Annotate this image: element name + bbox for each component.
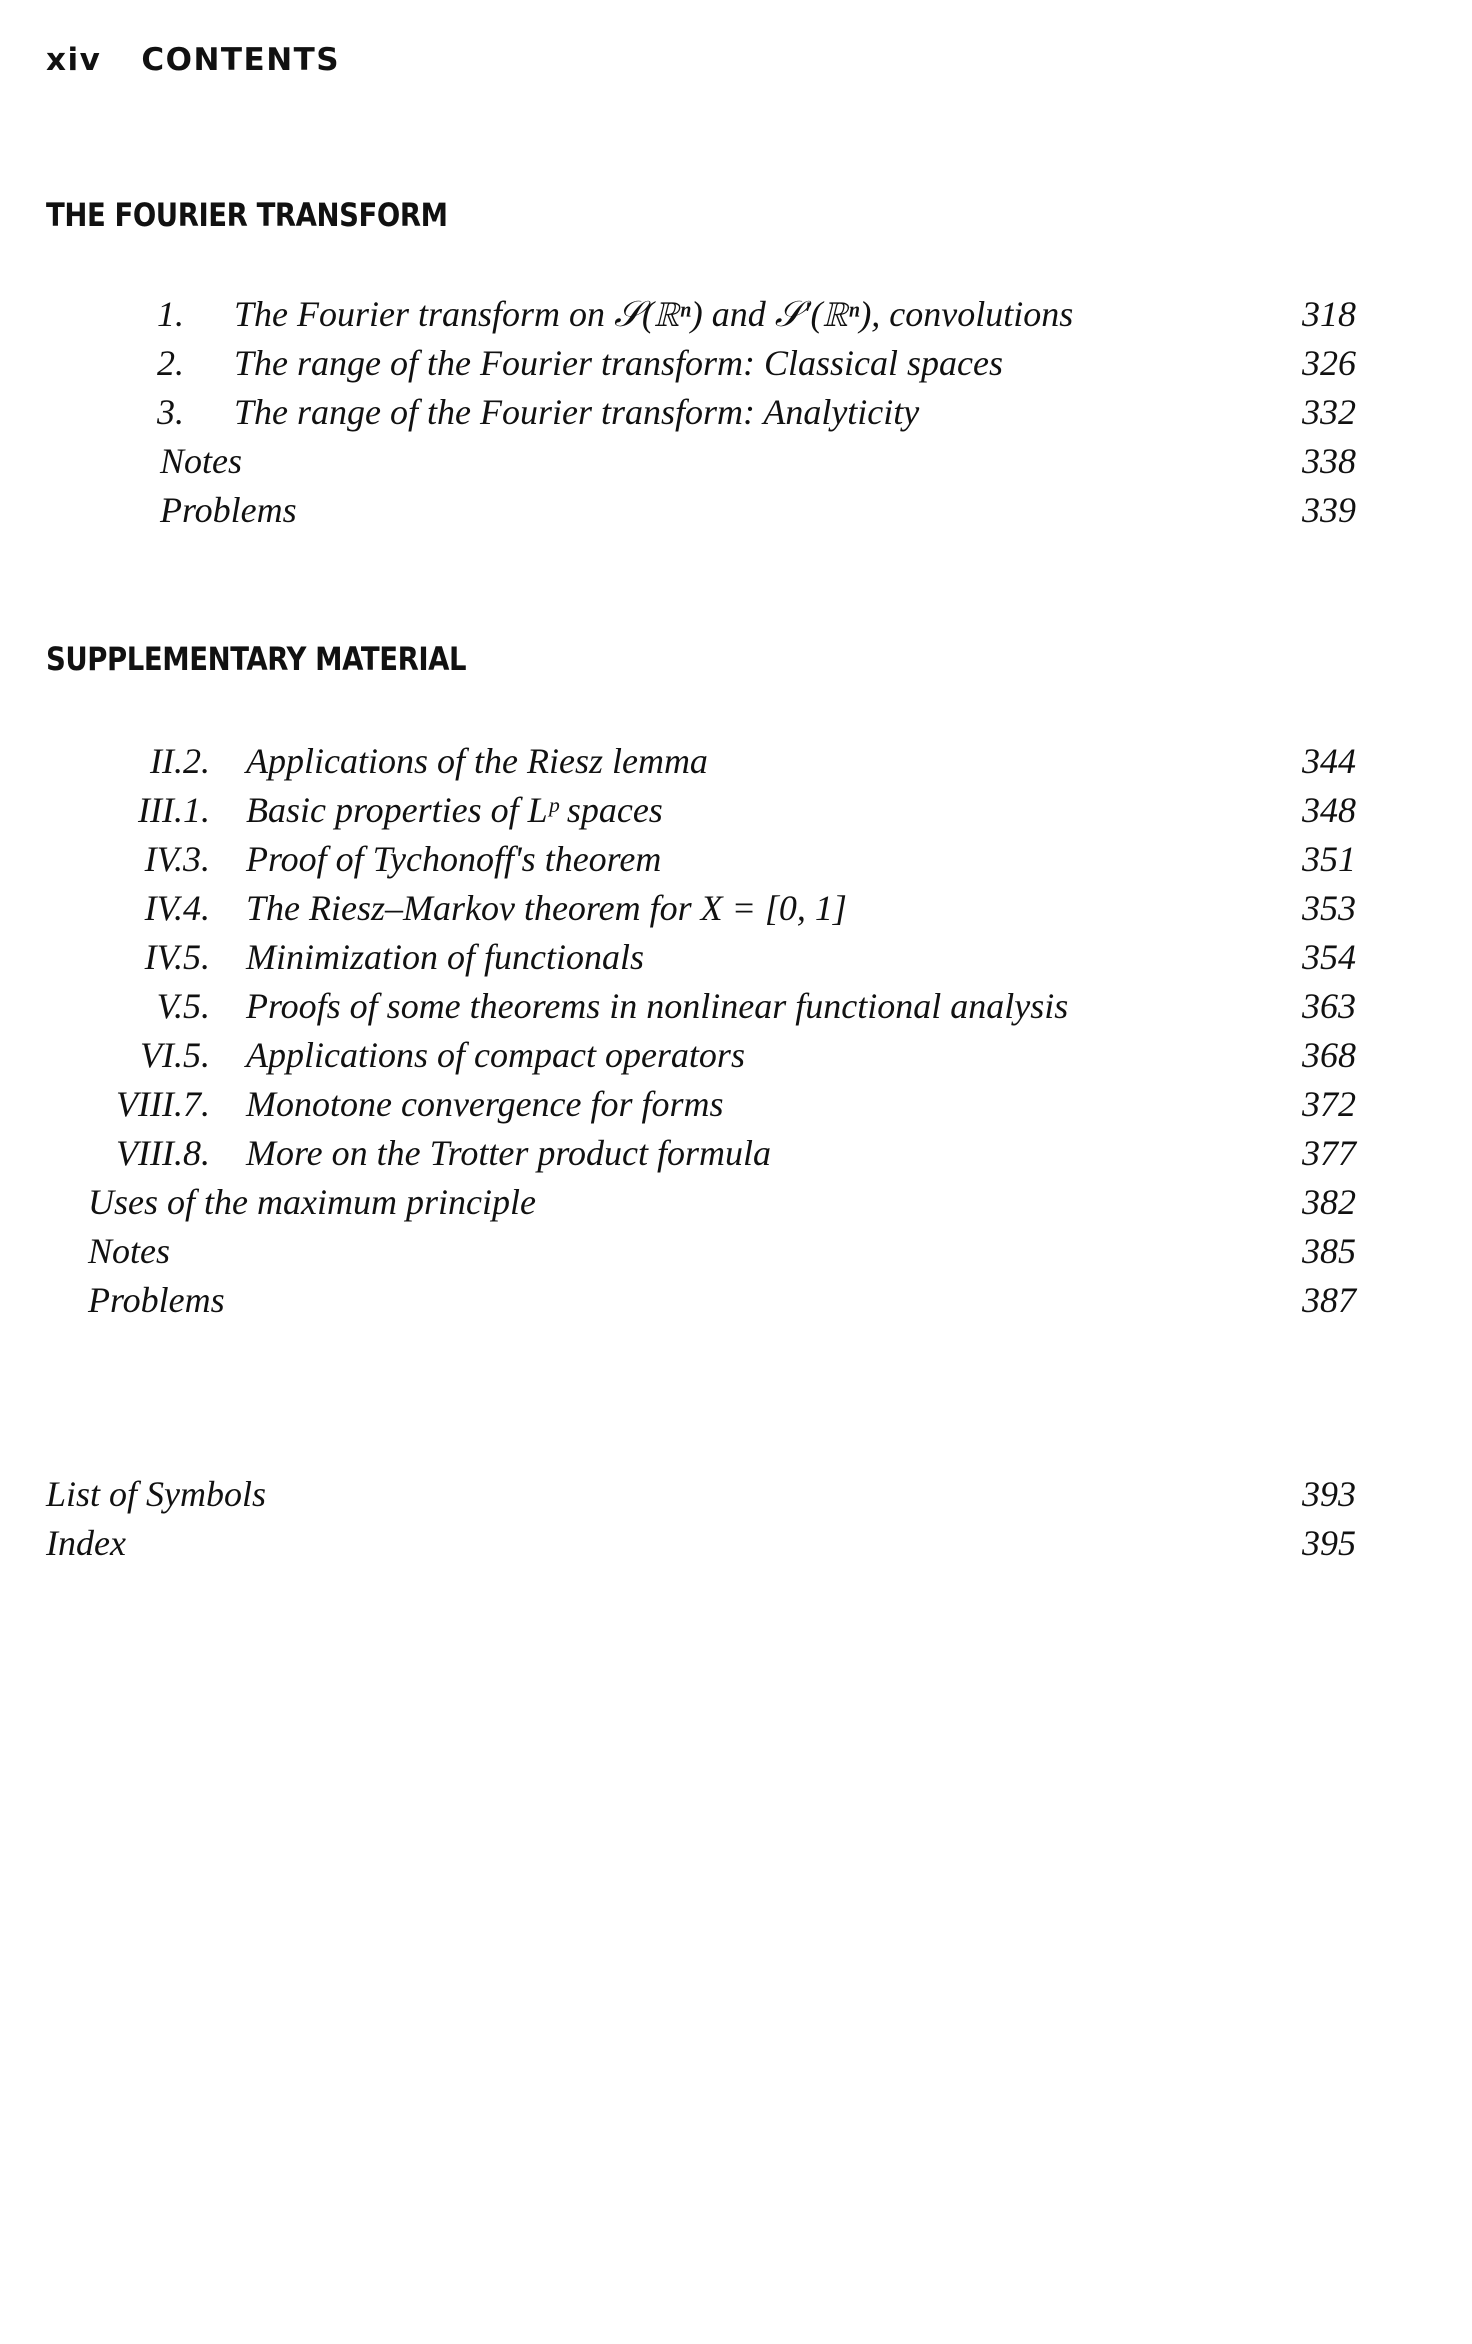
entry-title: Problems xyxy=(88,1280,225,1320)
entry-page: 326 xyxy=(1302,343,1356,383)
entry-title: Notes xyxy=(160,441,243,481)
entry-title: Problems xyxy=(160,490,297,530)
toc-entry[interactable] xyxy=(0,835,1472,884)
entry-number: VI.5. xyxy=(140,1035,210,1075)
entry-page: 363 xyxy=(1302,986,1356,1026)
entry-page: 354 xyxy=(1302,937,1356,977)
entry-number: IV.3. xyxy=(144,839,210,879)
toc-entry[interactable] xyxy=(0,1519,1472,1568)
toc-entry[interactable] xyxy=(0,1470,1472,1519)
entry-page: 395 xyxy=(1302,1523,1356,1563)
toc-entry[interactable] xyxy=(0,388,1472,437)
entry-page: 385 xyxy=(1302,1231,1356,1271)
entry-number: III.1. xyxy=(138,790,210,830)
toc-entry[interactable] xyxy=(0,486,1472,535)
entry-number: VIII.8. xyxy=(116,1133,210,1173)
entry-title: Proofs of some theorems in nonlinear functional analysis xyxy=(246,986,1069,1026)
entry-number: II.2. xyxy=(150,741,210,781)
entry-title: The Fourier transform on 𝒮(ℝⁿ) and 𝒮′(ℝⁿ), convolutions xyxy=(234,294,1074,334)
entry-title: Proof of Tychonoff's theorem xyxy=(246,839,662,879)
entry-page: 348 xyxy=(1302,790,1356,830)
entry-title: Uses of the maximum principle xyxy=(88,1182,536,1222)
section-heading-supplementary-material: SUPPLEMENTARY MATERIAL xyxy=(46,640,467,678)
entry-title: Minimization of functionals xyxy=(246,937,645,977)
entry-page: 377 xyxy=(1302,1133,1356,1173)
page-folio: xiv xyxy=(46,42,102,78)
entry-page: 382 xyxy=(1302,1182,1356,1222)
entry-page: 318 xyxy=(1302,294,1356,334)
entry-title: Monotone convergence for forms xyxy=(246,1084,724,1124)
entry-title: More on the Trotter product formula xyxy=(246,1133,771,1173)
entry-title: The Riesz–Markov theorem for X = [0, 1] xyxy=(246,888,847,928)
entry-page: 393 xyxy=(1302,1474,1356,1514)
entry-number: 1. xyxy=(157,294,184,334)
entry-number: 2. xyxy=(157,343,184,383)
entry-number: V.5. xyxy=(156,986,210,1026)
fourier-transform-entries xyxy=(0,290,1472,535)
toc-entry[interactable] xyxy=(0,786,1472,835)
toc-entry[interactable] xyxy=(0,1031,1472,1080)
toc-entry[interactable] xyxy=(0,982,1472,1031)
entry-page: 372 xyxy=(1302,1084,1356,1124)
supplementary-material-entries xyxy=(0,737,1472,1325)
toc-entry[interactable] xyxy=(0,1129,1472,1178)
entry-title: Basic properties of Lᵖ spaces xyxy=(246,790,663,830)
toc-entry[interactable] xyxy=(0,933,1472,982)
entry-number: VIII.7. xyxy=(116,1084,210,1124)
entry-title: Applications of the Riesz lemma xyxy=(246,741,708,781)
entry-title: List of Symbols xyxy=(46,1474,267,1514)
entry-title: The range of the Fourier transform: Analyticity xyxy=(234,392,920,432)
entry-page: 387 xyxy=(1302,1280,1356,1320)
entry-title: The range of the Fourier transform: Classical spaces xyxy=(234,343,1003,383)
toc-entry[interactable] xyxy=(0,1080,1472,1129)
entry-number: IV.4. xyxy=(144,888,210,928)
entry-title: Notes xyxy=(88,1231,171,1271)
entry-page: 351 xyxy=(1302,839,1356,879)
toc-entry[interactable] xyxy=(0,290,1472,339)
entry-page: 344 xyxy=(1302,741,1356,781)
entry-title: Applications of compact operators xyxy=(246,1035,745,1075)
entry-page: 339 xyxy=(1302,490,1356,530)
entry-page: 332 xyxy=(1302,392,1356,432)
section-heading-fourier-transform: THE FOURIER TRANSFORM xyxy=(46,196,448,234)
toc-entry[interactable] xyxy=(0,737,1472,786)
entry-page: 353 xyxy=(1302,888,1356,928)
toc-entry[interactable] xyxy=(0,437,1472,486)
entry-title: Index xyxy=(46,1523,126,1563)
entry-number: IV.5. xyxy=(144,937,210,977)
toc-entry[interactable] xyxy=(0,339,1472,388)
toc-entry[interactable] xyxy=(0,1178,1472,1227)
toc-entry[interactable] xyxy=(0,1227,1472,1276)
entry-page: 338 xyxy=(1302,441,1356,481)
running-head-title: CONTENTS xyxy=(141,42,341,78)
toc-entry[interactable] xyxy=(0,1276,1472,1325)
entry-page: 368 xyxy=(1302,1035,1356,1075)
back-matter-entries xyxy=(0,1470,1472,1568)
entry-number: 3. xyxy=(157,392,184,432)
running-head xyxy=(46,42,340,78)
toc-entry[interactable] xyxy=(0,884,1472,933)
